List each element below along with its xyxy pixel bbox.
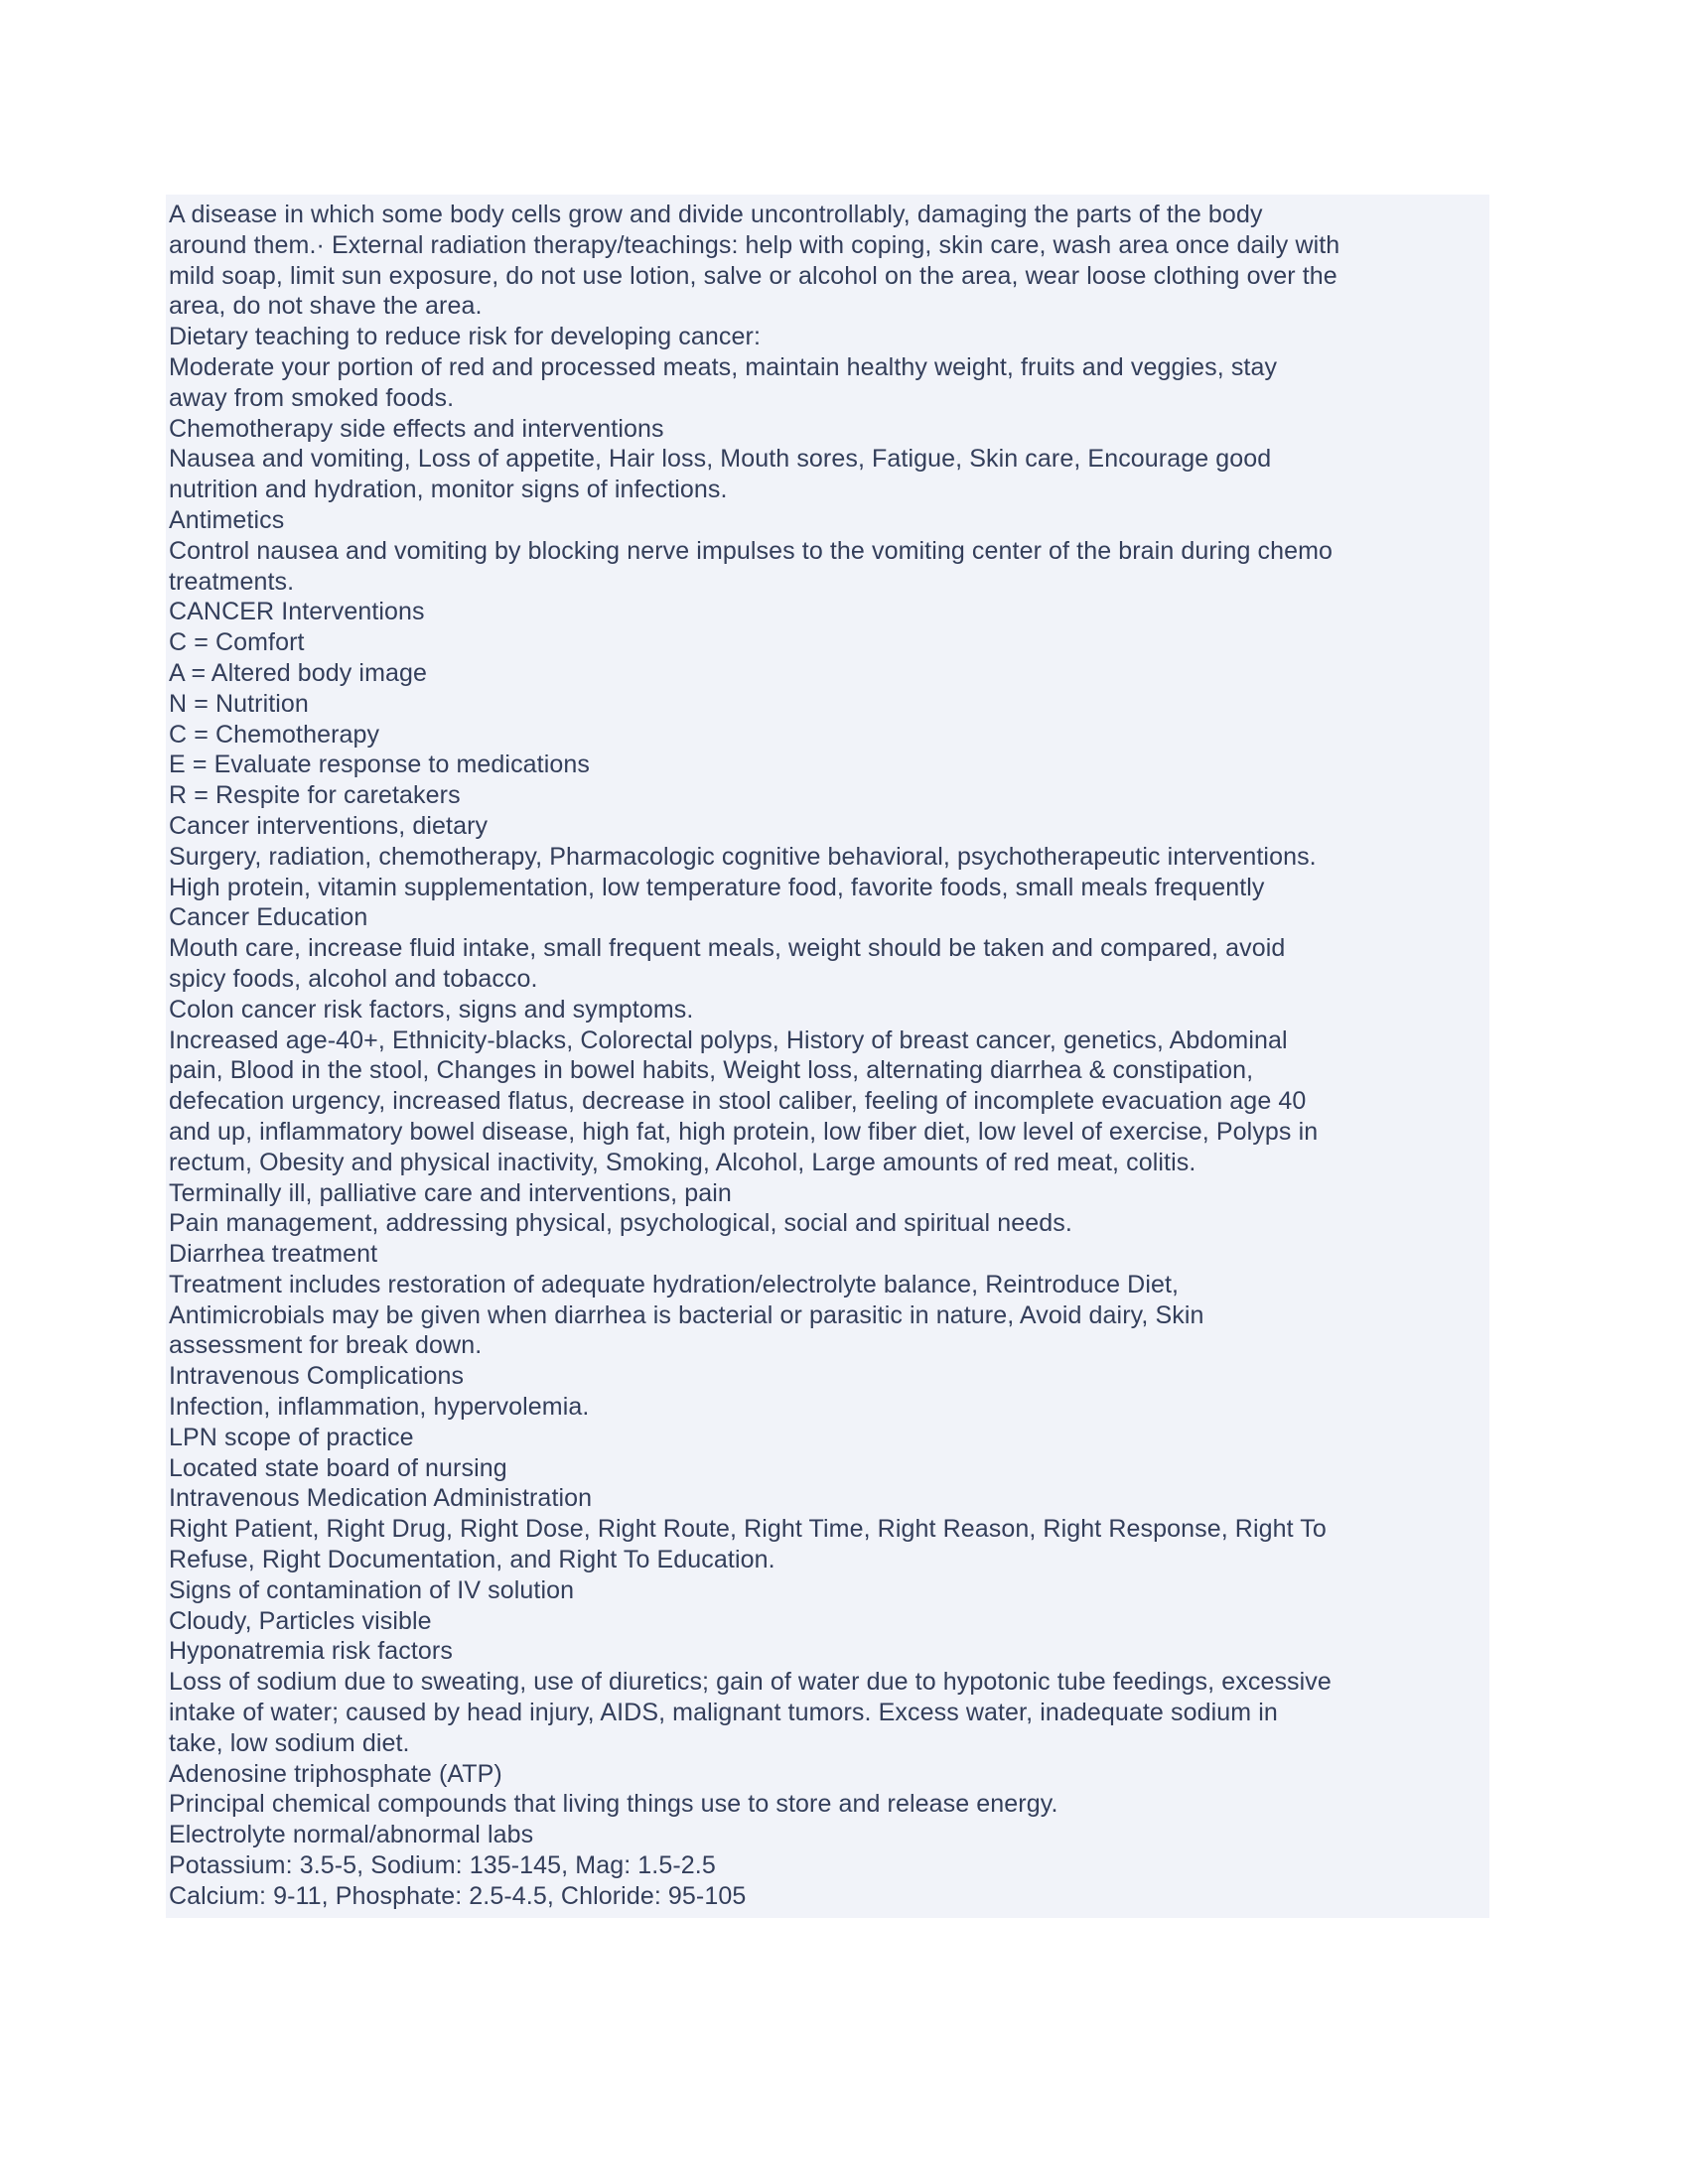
text-line: LPN scope of practice bbox=[169, 1423, 414, 1451]
text-line: nutrition and hydration, monitor signs of infections. bbox=[169, 476, 728, 504]
text-line: Calcium: 9-11, Phosphate: 2.5-4.5, Chloride: 95-105 bbox=[169, 1881, 747, 1910]
text-line: Cancer Education bbox=[169, 903, 368, 932]
text-line: Dietary teaching to reduce risk for developing cancer: bbox=[169, 323, 761, 351]
text-line: take, low sodium diet. bbox=[169, 1728, 410, 1757]
text-line: Surgery, radiation, chemotherapy, Pharmacologic cognitive behavioral, psychotherapeutic interventions. bbox=[169, 842, 1317, 871]
text-line: Loss of sodium due to sweating, use of diuretics; gain of water due to hypotonic tube feedings, excessive bbox=[169, 1668, 1332, 1697]
text-line: Signs of contamination of IV solution bbox=[169, 1575, 575, 1604]
text-line: Mouth care, increase fluid intake, small frequent meals, weight should be taken and compared, avoid bbox=[169, 934, 1286, 963]
text-line: Right Patient, Right Drug, Right Dose, Right Route, Right Time, Right Reason, Right Response, Right To bbox=[169, 1515, 1327, 1544]
text-line: and up, inflammatory bowel disease, high fat, high protein, low fiber diet, low level of exercise, Polyps in bbox=[169, 1117, 1319, 1146]
text-line: R = Respite for caretakers bbox=[169, 781, 461, 810]
text-line: High protein, vitamin supplementation, low temperature food, favorite foods, small meals frequently bbox=[169, 873, 1265, 901]
text-line: Chemotherapy side effects and interventions bbox=[169, 414, 664, 443]
notes-text-block bbox=[166, 195, 1489, 1918]
text-line: Potassium: 3.5-5, Sodium: 135-145, Mag: 1.5-2.5 bbox=[169, 1851, 716, 1880]
text-line: Treatment includes restoration of adequate hydration/electrolyte balance, Reintroduce Diet, bbox=[169, 1270, 1180, 1298]
text-line: Antimicrobials may be given when diarrhea is bacterial or parasitic in nature, Avoid dairy, Skin bbox=[169, 1300, 1204, 1329]
text-line: defecation urgency, increased flatus, decrease in stool caliber, feeling of incomplete evacuation age 40 bbox=[169, 1087, 1307, 1116]
text-line: C = Chemotherapy bbox=[169, 720, 380, 749]
text-line: Hyponatremia risk factors bbox=[169, 1637, 453, 1666]
text-line: C = Comfort bbox=[169, 628, 305, 657]
text-line: Increased age-40+, Ethnicity-blacks, Colorectal polyps, History of breast cancer, genetics, Abdominal bbox=[169, 1025, 1288, 1054]
text-line: Colon cancer risk factors, signs and symptoms. bbox=[169, 995, 694, 1024]
text-line: E = Evaluate response to medications bbox=[169, 751, 590, 779]
text-line: Located state board of nursing bbox=[169, 1453, 507, 1482]
text-line: Intravenous Complications bbox=[169, 1362, 465, 1391]
text-line: Control nausea and vomiting by blocking nerve impulses to the vomiting center of the brain during chemo bbox=[169, 536, 1334, 565]
text-line: Principal chemical compounds that living things use to store and release energy. bbox=[169, 1790, 1058, 1819]
text-line: Intravenous Medication Administration bbox=[169, 1484, 593, 1513]
text-line: pain, Blood in the stool, Changes in bowel habits, Weight loss, alternating diarrhea & constipation, bbox=[169, 1056, 1254, 1085]
text-line: Electrolyte normal/abnormal labs bbox=[169, 1821, 534, 1849]
text-line: Cloudy, Particles visible bbox=[169, 1606, 432, 1635]
text-line: treatments. bbox=[169, 567, 295, 596]
text-line: Pain management, addressing physical, psychological, social and spiritual needs. bbox=[169, 1209, 1072, 1238]
text-line: rectum, Obesity and physical inactivity, Smoking, Alcohol, Large amounts of red meat, colitis. bbox=[169, 1148, 1196, 1176]
text-line: Nausea and vomiting, Loss of appetite, Hair loss, Mouth sores, Fatigue, Skin care, Encourage good bbox=[169, 445, 1272, 474]
text-line: mild soap, limit sun exposure, do not use lotion, salve or alcohol on the area, wear loose clothing over the bbox=[169, 261, 1337, 290]
text-line: Cancer interventions, dietary bbox=[169, 811, 489, 840]
text-line: CANCER Interventions bbox=[169, 598, 425, 626]
text-line: Infection, inflammation, hypervolemia. bbox=[169, 1393, 590, 1422]
text-line: Moderate your portion of red and processed meats, maintain healthy weight, fruits and veggies, stay bbox=[169, 352, 1278, 381]
text-line: area, do not shave the area. bbox=[169, 292, 483, 321]
text-line: Diarrhea treatment bbox=[169, 1240, 378, 1269]
text-line: A = Altered body image bbox=[169, 658, 428, 687]
text-line: A disease in which some body cells grow and divide uncontrollably, damaging the parts of the body bbox=[169, 201, 1263, 228]
text-line: spicy foods, alcohol and tobacco. bbox=[169, 964, 538, 993]
text-line: away from smoked foods. bbox=[169, 383, 455, 412]
text-line: assessment for break down. bbox=[169, 1331, 483, 1360]
text-line: around them.· External radiation therapy/teachings: help with coping, skin care, wash area once daily with bbox=[169, 230, 1340, 259]
text-line: Adenosine triphosphate (ATP) bbox=[169, 1759, 502, 1788]
text-line: Refuse, Right Documentation, and Right To Education. bbox=[169, 1546, 775, 1574]
text-line: Antimetics bbox=[169, 505, 285, 534]
text-line: N = Nutrition bbox=[169, 689, 309, 718]
text-line: Terminally ill, palliative care and interventions, pain bbox=[169, 1178, 732, 1207]
text-line: intake of water; caused by head injury, AIDS, malignant tumors. Excess water, inadequate sodium in bbox=[169, 1699, 1278, 1727]
